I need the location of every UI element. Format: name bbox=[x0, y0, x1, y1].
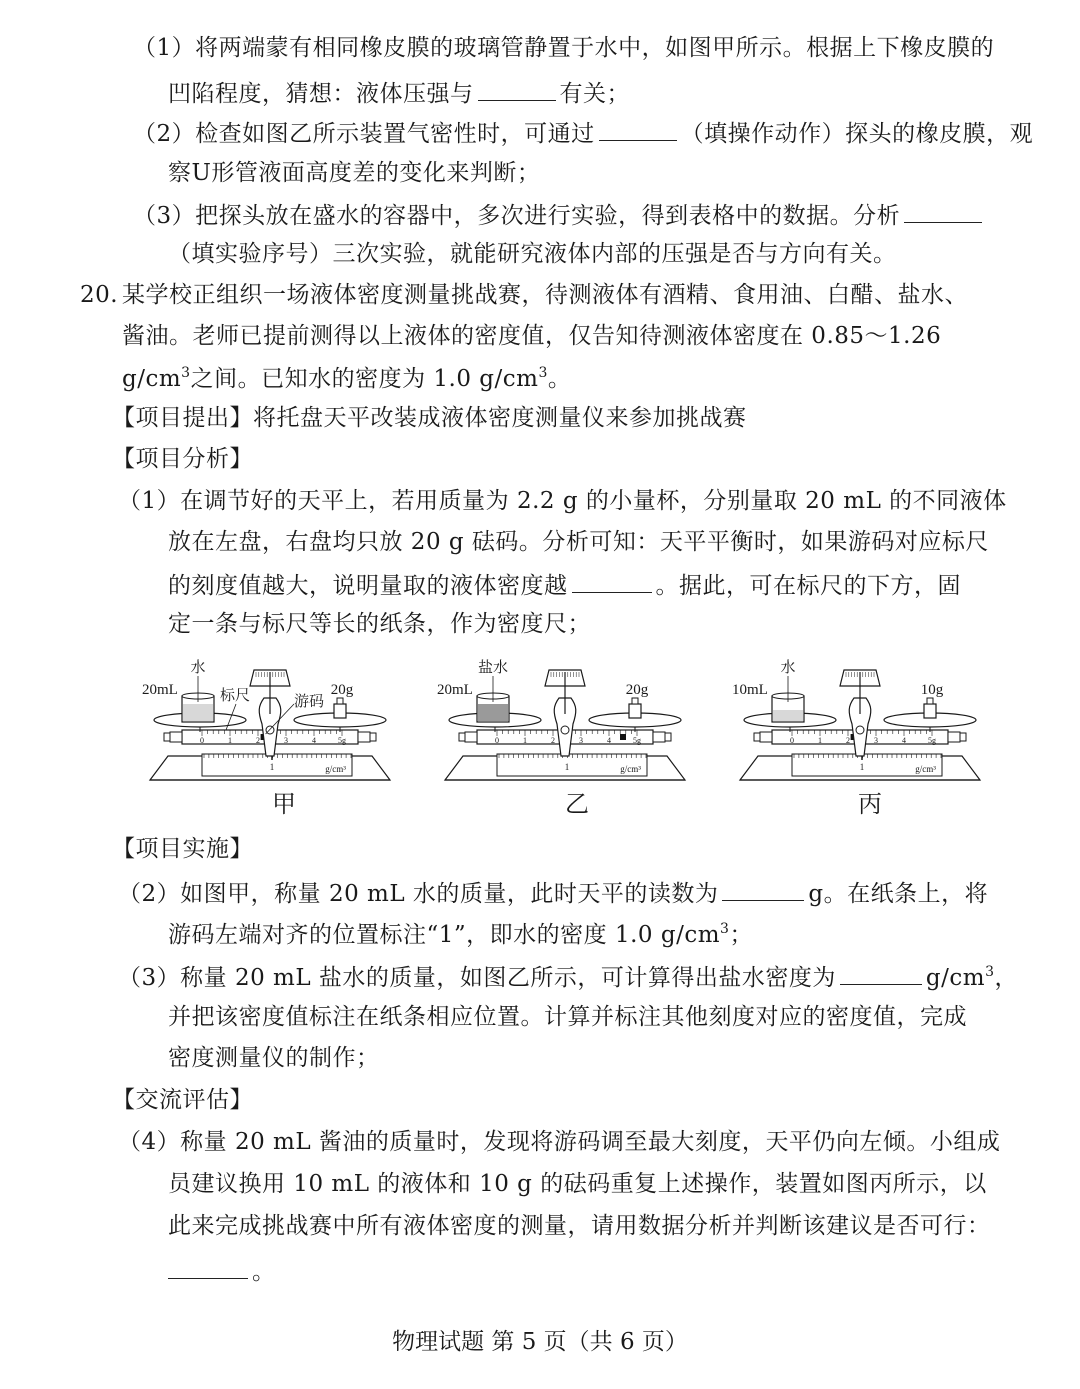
answer-blank[interactable] bbox=[722, 880, 804, 901]
ruler-tick-label: 5g bbox=[928, 736, 936, 745]
left-end-knob bbox=[754, 733, 760, 741]
analysis-text: 的刻度值越大，说明量取的液体密度越 bbox=[168, 573, 568, 599]
volume-label: 20mL bbox=[142, 682, 178, 698]
weight-label: 20g bbox=[330, 682, 354, 698]
q19-part1-line1: （1）将两端蒙有相同橡皮膜的玻璃管静置于水中，如图甲所示。根据上下橡皮膜的 bbox=[133, 35, 995, 61]
q19-part2-text: （2）检查如图乙所示装置气密性时，可通过 bbox=[133, 121, 595, 147]
analysis-text-end: 。据此，可在标尺的下方，固 bbox=[655, 573, 961, 599]
impl-part3-line1 bbox=[118, 964, 1018, 990]
evaluation-heading: 【交流评估】 bbox=[112, 1087, 253, 1113]
ruler-tick-label: 3 bbox=[579, 736, 583, 745]
figure-caption-jia: 甲 bbox=[272, 790, 296, 818]
ruler-tick-label: 1 bbox=[818, 736, 822, 745]
q19-part1-line2 bbox=[168, 80, 630, 106]
impl-text-end: g。在纸条上，将 bbox=[808, 881, 989, 907]
unit-text: g/cm bbox=[925, 965, 986, 991]
figure-jia bbox=[140, 652, 400, 797]
volume-label: 20mL bbox=[437, 682, 473, 698]
ruler-tick-label: 5g bbox=[633, 736, 641, 745]
ruler-tick-label: 4 bbox=[902, 736, 906, 745]
ruler-tick-label: 1 bbox=[523, 736, 527, 745]
q20-intro-line2: 酱油。老师已提前测得以上液体的密度值，仅告知待测液体密度在 0.85～1.26 bbox=[122, 323, 942, 349]
ruler-tick-label: 2 bbox=[846, 736, 850, 745]
figure-bing bbox=[730, 652, 990, 797]
balance-diagram bbox=[435, 652, 695, 792]
ruler-tick-label: 0 bbox=[495, 736, 499, 745]
impl-text: 游码左端对齐的位置标注“1”，即水的密度 1.0 g/cm bbox=[168, 922, 721, 948]
ruler-tick-label: 2 bbox=[551, 736, 555, 745]
right-end-screw bbox=[948, 732, 960, 742]
implementation-heading: 【项目实施】 bbox=[112, 836, 253, 862]
beaker-liquid bbox=[478, 704, 508, 721]
liquid-label: 水 bbox=[780, 660, 796, 676]
q20-intro-line1: 某学校正组织一场液体密度测量挑战赛，待测液体有酒精、食用油、白醋、盐水、 bbox=[122, 282, 968, 308]
ruler-tick-label: 2 bbox=[256, 736, 260, 745]
weight-knob bbox=[632, 698, 638, 704]
weight-block bbox=[334, 704, 346, 718]
punct: 。 bbox=[547, 366, 572, 392]
ruler-tick-label: 4 bbox=[607, 736, 611, 745]
rider-marker bbox=[620, 734, 626, 740]
density-unit-label: g/cm³ bbox=[915, 764, 936, 774]
q20-intro-line3 bbox=[122, 366, 571, 391]
unit-text: g/cm bbox=[122, 366, 182, 392]
page-footer: 物理试题 第 5 页（共 6 页） bbox=[392, 1329, 688, 1355]
punct: ， bbox=[994, 965, 1019, 991]
answer-blank[interactable] bbox=[168, 1258, 248, 1279]
analysis-heading: 【项目分析】 bbox=[112, 446, 253, 472]
ruler-tick-label: 1 bbox=[228, 736, 232, 745]
intro-text: 之间。已知水的密度为 1.0 g/cm bbox=[190, 366, 539, 392]
density-mark-label: 1 bbox=[269, 762, 275, 772]
punct: ； bbox=[729, 922, 753, 948]
impl-part3-line2: 并把该密度值标注在纸条相应位置。计算并标注其他刻度对应的密度值，完成 bbox=[168, 1004, 967, 1030]
left-end-knob bbox=[459, 733, 465, 741]
impl-part2-line1 bbox=[118, 880, 988, 906]
figure-caption-bing: 丙 bbox=[858, 790, 882, 818]
eval-part4-line4 bbox=[168, 1258, 276, 1284]
answer-blank[interactable] bbox=[840, 964, 922, 985]
liquid-label: 水 bbox=[190, 660, 206, 676]
ruler-tick-label: 5g bbox=[338, 736, 346, 745]
impl-part2-line2 bbox=[168, 922, 753, 947]
eval-part4-line1: （4）称量 20 mL 酱油的质量时，发现将游码调至最大刻度，天平仍向左倾。小组成 bbox=[118, 1129, 1001, 1155]
q19-part1-text-end: 有关； bbox=[559, 81, 630, 107]
weight-label: 20g bbox=[625, 682, 649, 698]
punct: 。 bbox=[252, 1259, 276, 1285]
q19-part3-text: （3）把探头放在盛水的容器中，多次进行实验，得到表格中的数据。分析 bbox=[133, 203, 901, 229]
right-end-screw bbox=[653, 732, 665, 742]
q19-part2-line2: 察U形管液面高度差的变化来判断； bbox=[168, 160, 541, 186]
superscript: 3 bbox=[538, 365, 548, 381]
analysis-line4: 定一条与标尺等长的纸条，作为密度尺； bbox=[168, 611, 591, 637]
analysis-line1: （1）在调节好的天平上，若用质量为 2.2 g 的小量杯，分别量取 20 mL 的不同液体 bbox=[118, 488, 1007, 514]
ruler-tick-label: 3 bbox=[874, 736, 878, 745]
weight-knob bbox=[337, 698, 343, 704]
density-unit-label: g/cm³ bbox=[325, 764, 346, 774]
superscript: 3 bbox=[985, 964, 995, 980]
left-end-knob bbox=[164, 733, 170, 741]
eval-part4-line2: 员建议换用 10 mL 的液体和 10 g 的砝码重复上述操作，装置如图丙所示，以 bbox=[168, 1171, 987, 1197]
density-mark-label: 1 bbox=[564, 762, 570, 772]
answer-blank[interactable] bbox=[572, 572, 652, 593]
answer-blank[interactable] bbox=[904, 202, 982, 223]
scale-label: 标尺 bbox=[220, 688, 251, 704]
q19-part1-text: 凹陷程度，猜想：液体压强与 bbox=[168, 81, 474, 107]
q19-part3-line1 bbox=[133, 202, 986, 228]
right-end-screw bbox=[358, 732, 370, 742]
right-end-knob bbox=[960, 733, 966, 741]
weight-block bbox=[629, 704, 641, 718]
impl-text: （2）如图甲，称量 20 mL 水的质量，此时天平的读数为 bbox=[118, 881, 719, 907]
q19-part2-text-end: （填操作动作）探头的橡皮膜，观 bbox=[680, 121, 1034, 147]
ruler-tick-label: 3 bbox=[284, 736, 288, 745]
balance-diagram bbox=[730, 652, 990, 792]
right-end-knob bbox=[665, 733, 671, 741]
left-end-screw bbox=[465, 732, 477, 742]
answer-blank[interactable] bbox=[478, 80, 556, 101]
eval-part4-line3: 此来完成挑战赛中所有液体密度的测量，请用数据分析并判断该建议是否可行： bbox=[168, 1213, 991, 1239]
project-proposal: 【项目提出】将托盘天平改装成液体密度测量仪来参加挑战赛 bbox=[112, 405, 747, 431]
liquid-label: 盐水 bbox=[477, 660, 509, 676]
impl-text: （3）称量 20 mL 盐水的质量，如图乙所示，可计算得出盐水密度为 bbox=[118, 965, 836, 991]
weight-block bbox=[924, 704, 936, 718]
left-end-screw bbox=[760, 732, 772, 742]
ruler-tick-label: 4 bbox=[312, 736, 316, 745]
figure-yi bbox=[435, 652, 695, 797]
ruler-tick-label: 0 bbox=[790, 736, 794, 745]
pivot bbox=[561, 726, 569, 734]
weight-label: 10g bbox=[920, 682, 944, 698]
balance-diagram bbox=[140, 652, 400, 792]
pivot bbox=[856, 726, 864, 734]
superscript: 3 bbox=[181, 365, 191, 381]
answer-blank[interactable] bbox=[599, 120, 677, 141]
analysis-line2: 放在左盘，右盘均只放 20 g 砝码。分析可知：天平平衡时，如果游码对应标尺 bbox=[168, 529, 989, 555]
impl-part3-line3: 密度测量仪的制作； bbox=[168, 1045, 380, 1071]
weight-knob bbox=[927, 698, 933, 704]
beaker-liquid bbox=[183, 704, 213, 721]
left-end-screw bbox=[170, 732, 182, 742]
ruler-tick-label: 0 bbox=[200, 736, 204, 745]
q19-part2-line1 bbox=[133, 120, 1033, 146]
beaker-liquid bbox=[773, 710, 803, 721]
figure-caption-yi: 乙 bbox=[565, 790, 589, 818]
density-unit-label: g/cm³ bbox=[620, 764, 641, 774]
analysis-line3 bbox=[168, 572, 961, 598]
superscript: 3 bbox=[720, 921, 730, 937]
q20-number: 20. bbox=[80, 282, 119, 308]
q19-part3-line2: （填实验序号）三次实验，就能研究液体内部的压强是否与方向有关。 bbox=[168, 241, 897, 267]
volume-label: 10mL bbox=[732, 682, 768, 698]
density-mark-label: 1 bbox=[859, 762, 865, 772]
right-end-knob bbox=[370, 733, 376, 741]
rider-label: 游码 bbox=[294, 694, 325, 710]
